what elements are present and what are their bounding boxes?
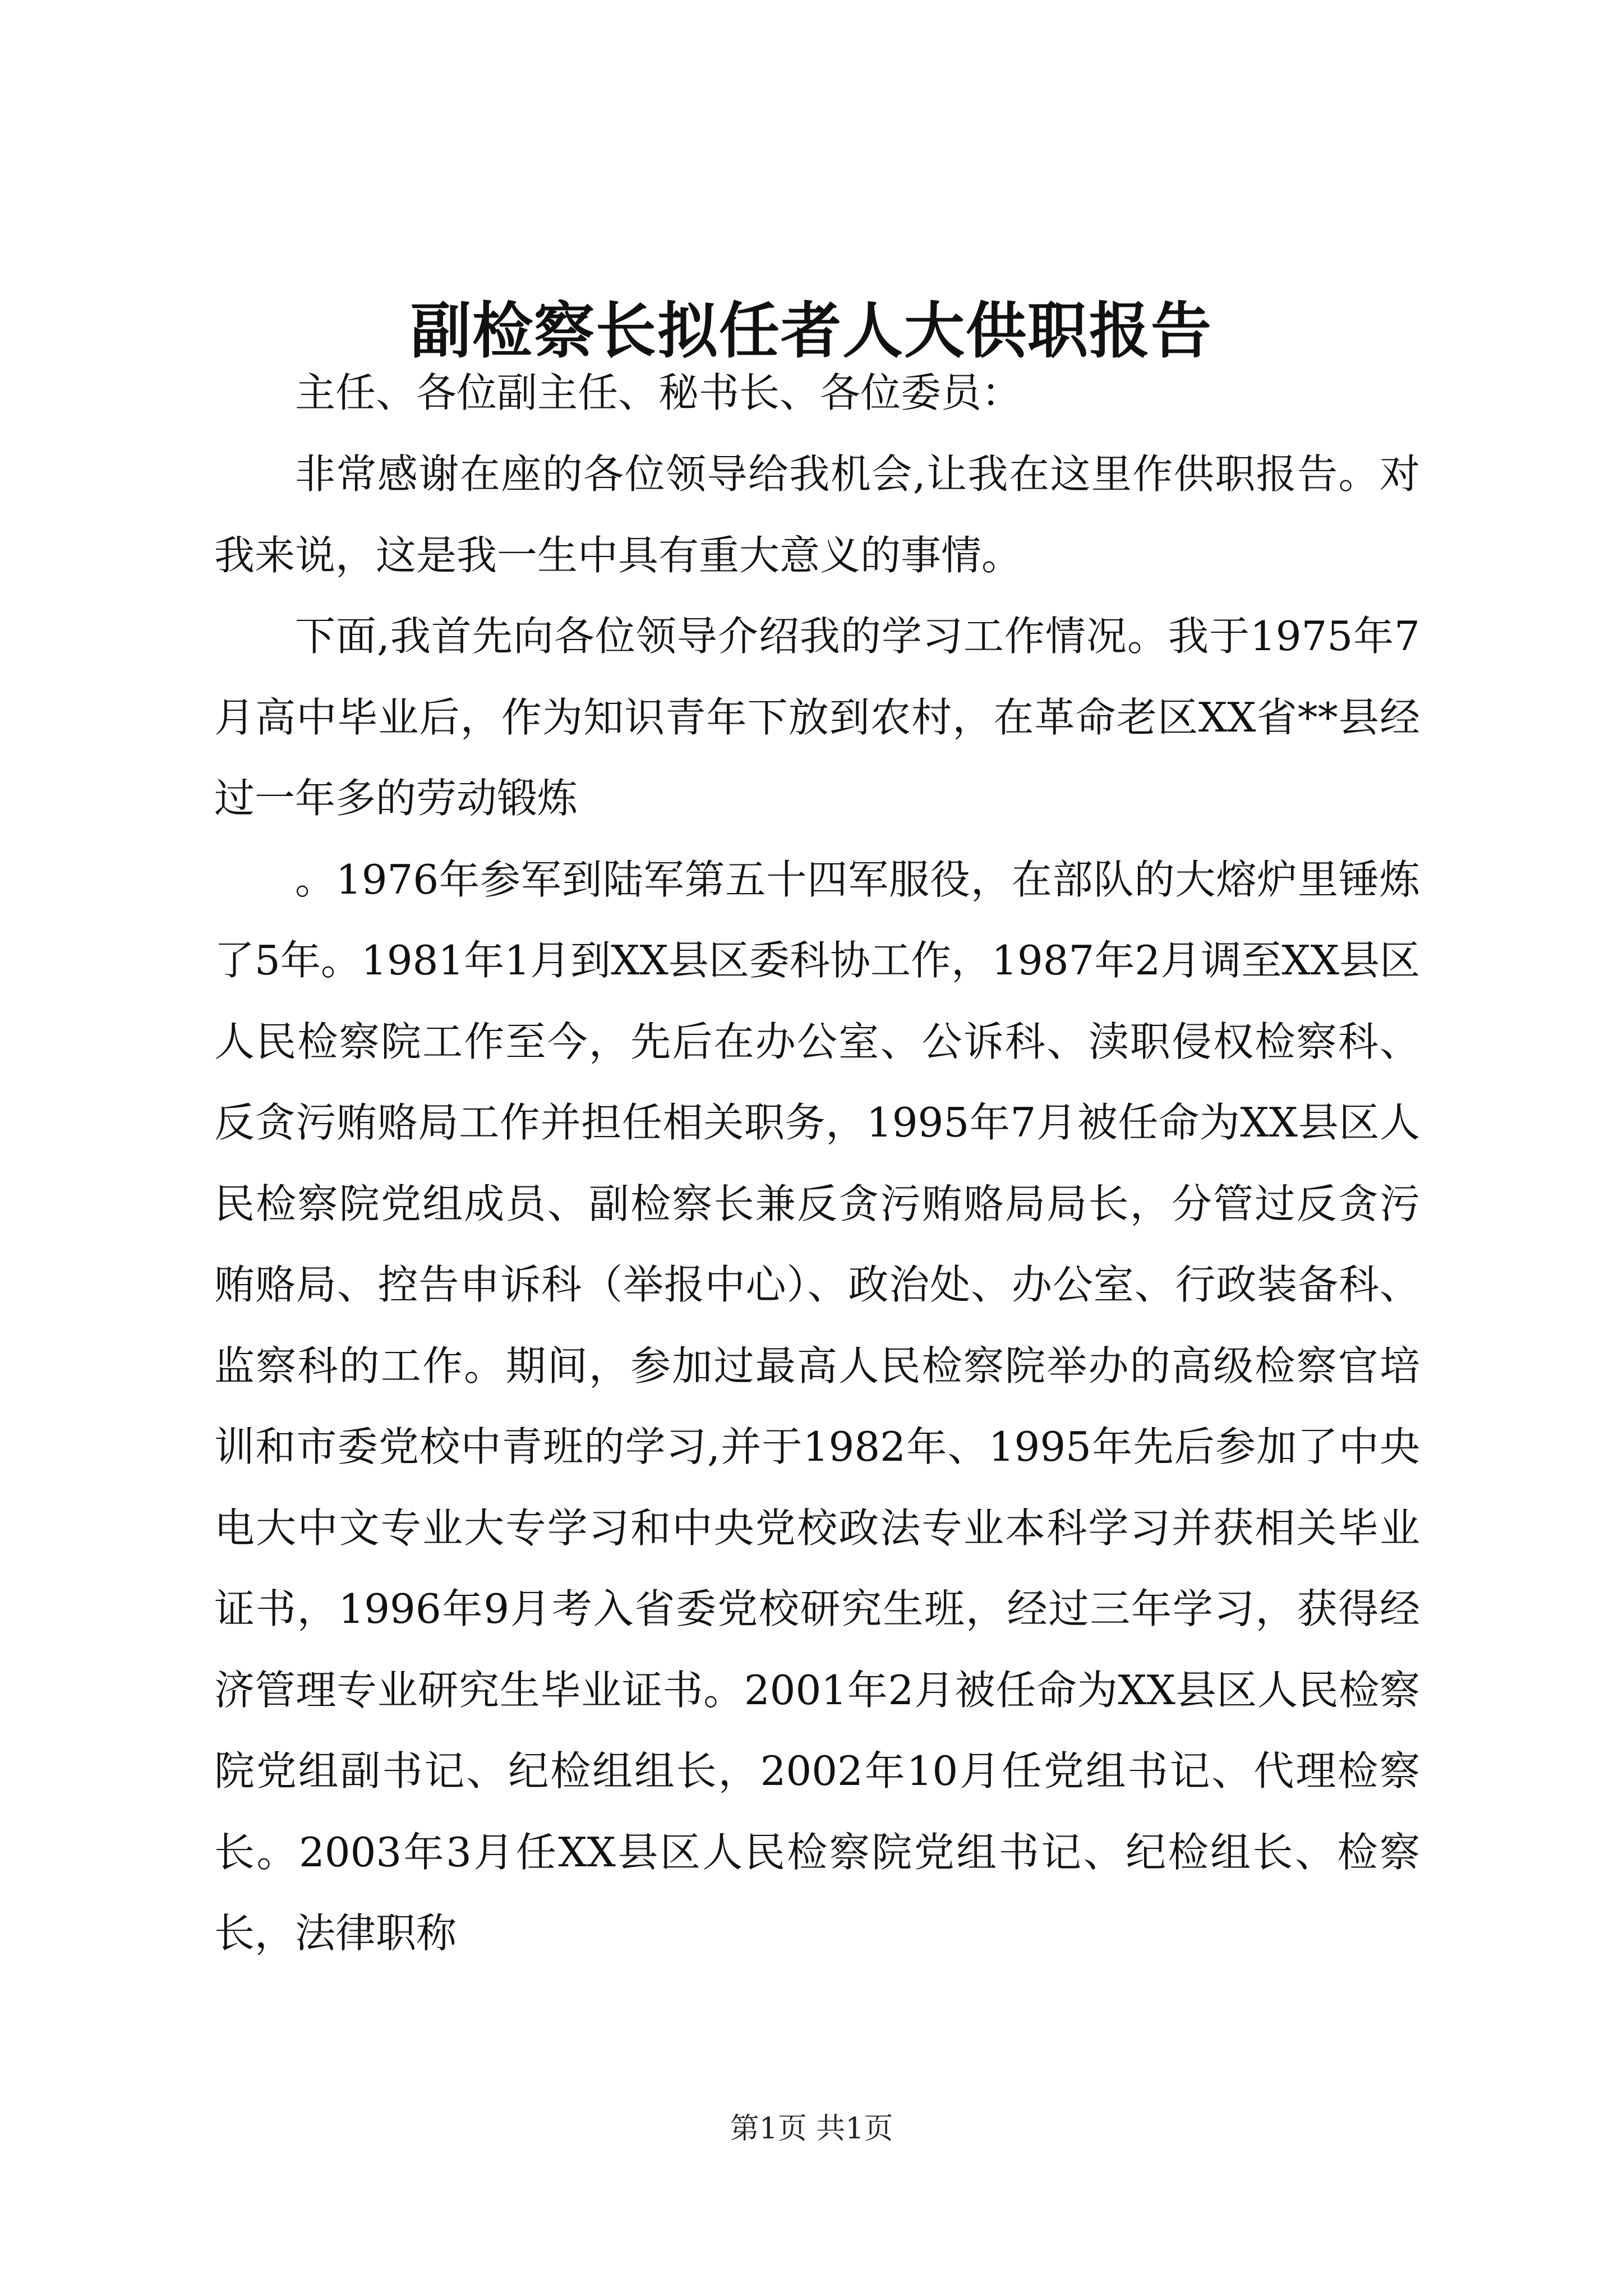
paragraph: 。1976年参军到陆军第五十四军服役，在部队的大熔炉里锤炼了5年。1981年1月到XX县区委科协工作，1987年2月调至XX县区人民检察院工作至今，先后在办公室、公诉科、渎职侵权检察科、反贪污贿赂局工作并担任相关职务，1995年7月被任命为XX县区人民检察院党组成员、副检察长兼反贪污贿赂局局长，分管过反贪污贿赂局、控告申诉科（举报中心）、政治处、办公室、行政装备科、监察科的工作。期间，参加过最高人民检察院举办的高级检察官培训和市委党校中青班的学习,并于1982年、1995年先后参加了中央电大中文专业大专学习和中央党校政法专业本科学习并获相关毕业证书，1996年9月考入省委党校研究生班，经过三年学习，获得经济管理专业研究生毕业证书。2001年2月被任命为XX县区人民检察院党组副书记、纪检组组长，2002年10月任党组书记、代理检察长。2003年3月任XX县区人民检察院党组书记、纪检组长、检察长，法律职称 — [214, 855, 1420, 1957]
page-footer: 第1页 共1页 — [730, 2112, 893, 2146]
salutation-block — [214, 352, 1420, 434]
salutation-line: 主任、各位副主任、秘书长、各位委员： — [295, 369, 1022, 416]
paragraph: 下面,我首先向各位领导介绍我的学习工作情况。我于1975年7月高中毕业后，作为知识青年下放到农村，在革命老区XX省**县经过一年多的劳动锻炼 — [214, 613, 1420, 822]
document-body — [214, 434, 1420, 1974]
document-title: 副检察长拟任者人大供职报告 — [410, 296, 1212, 366]
paragraph: 非常感谢在座的各位领导给我机会,让我在这里作供职报告。对我来说，这是我一生中具有重大意义的事情。 — [214, 450, 1420, 579]
